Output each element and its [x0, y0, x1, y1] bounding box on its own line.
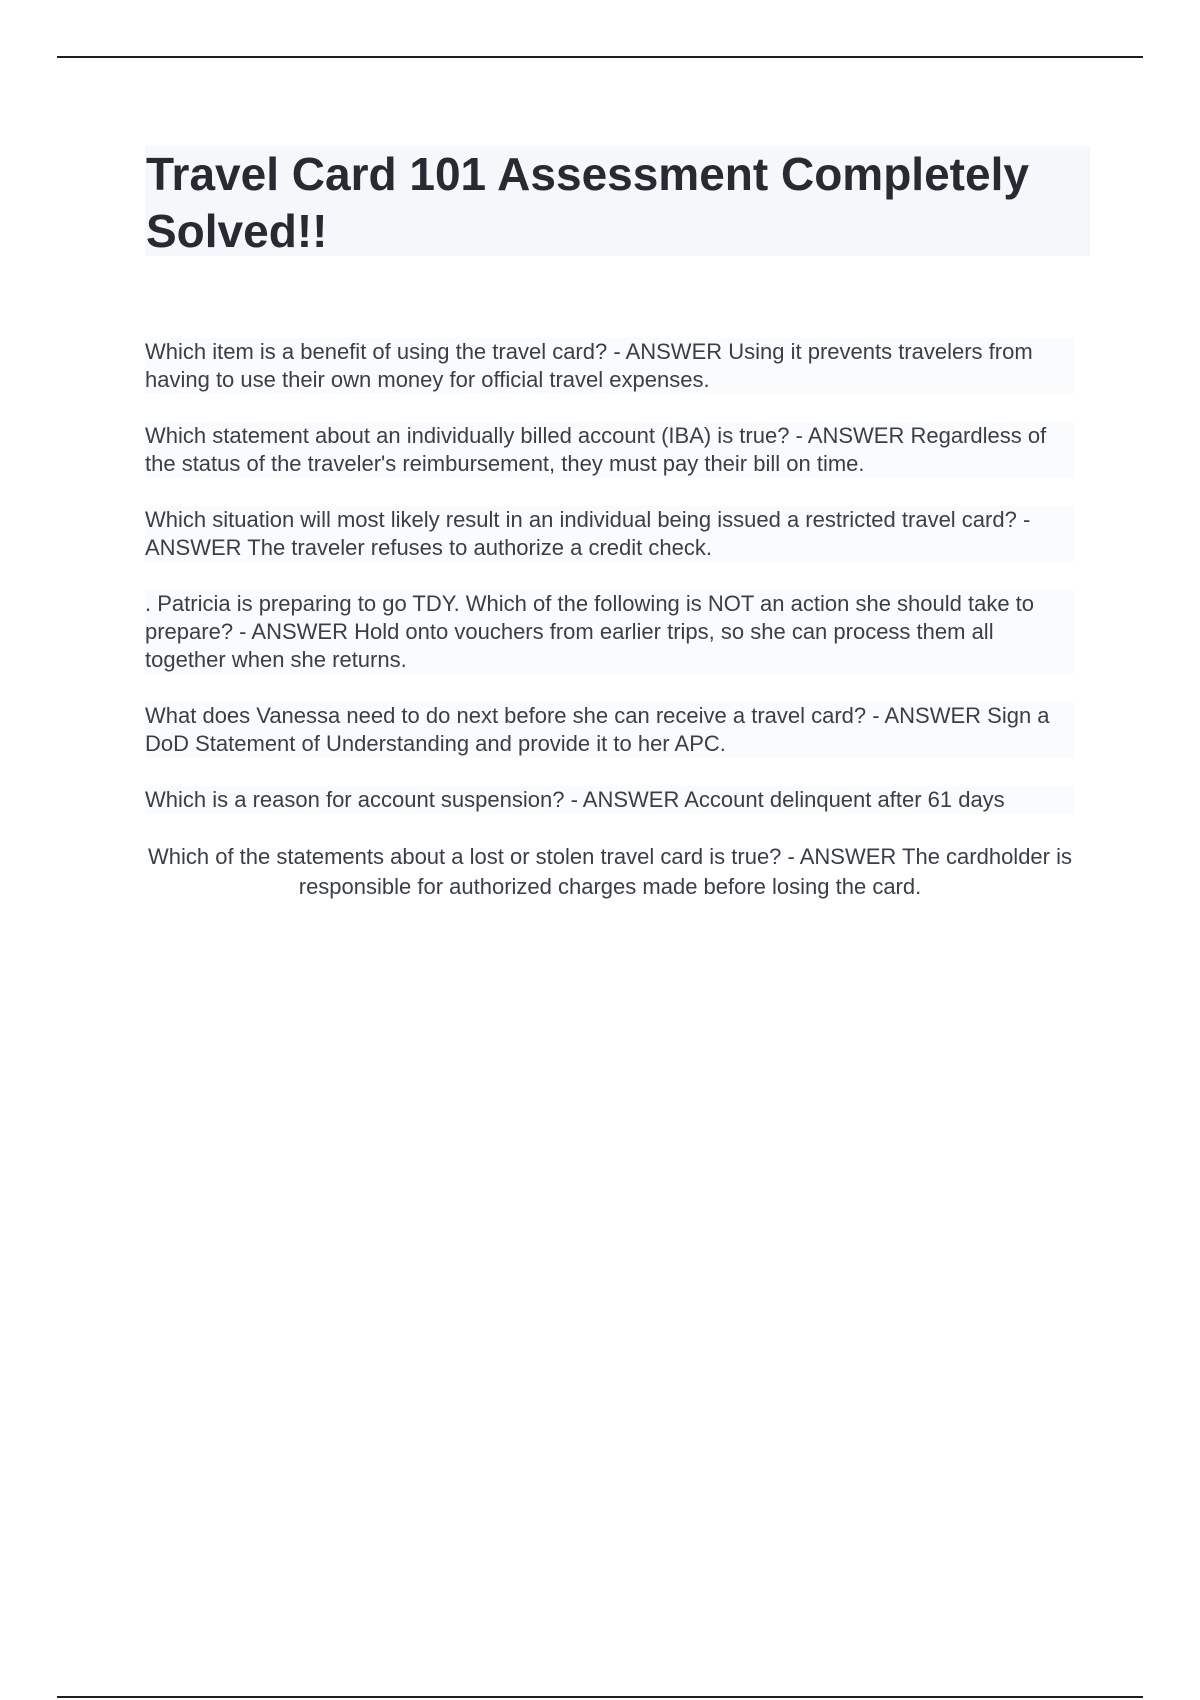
document-title: Travel Card 101 Assessment Completely Solved!! [146, 148, 1029, 257]
qa-item: What does Vanessa need to do next before she can receive a travel card? - ANSWER Sign a DoD Statement of Understanding and provide it to her APC. [145, 702, 1075, 758]
qa-item: Which statement about an individually billed account (IBA) is true? - ANSWER Regardless of the status of the traveler's reimbursement, they must pay their bill on time. [145, 422, 1075, 478]
bottom-divider [57, 1696, 1143, 1698]
qa-list [145, 338, 1075, 930]
top-divider [57, 56, 1143, 58]
qa-item: Which is a reason for account suspension? - ANSWER Account delinquent after 61 days [145, 786, 1075, 814]
qa-item: Which of the statements about a lost or stolen travel card is true? - ANSWER The cardholder is responsible for authorized charges made before losing the card. [147, 844, 1072, 899]
title-block [145, 146, 1090, 256]
qa-item: . Patricia is preparing to go TDY. Which of the following is NOT an action she should take to prepare? - ANSWER Hold onto vouchers from earlier trips, so she can process them all together when she returns. [145, 590, 1075, 674]
qa-item: Which situation will most likely result in an individual being issued a restricted travel card? - ANSWER The traveler refuses to authorize a credit check. [145, 506, 1075, 562]
qa-item: Which item is a benefit of using the travel card? - ANSWER Using it prevents travelers from having to use their own money for official travel expenses. [145, 338, 1075, 394]
